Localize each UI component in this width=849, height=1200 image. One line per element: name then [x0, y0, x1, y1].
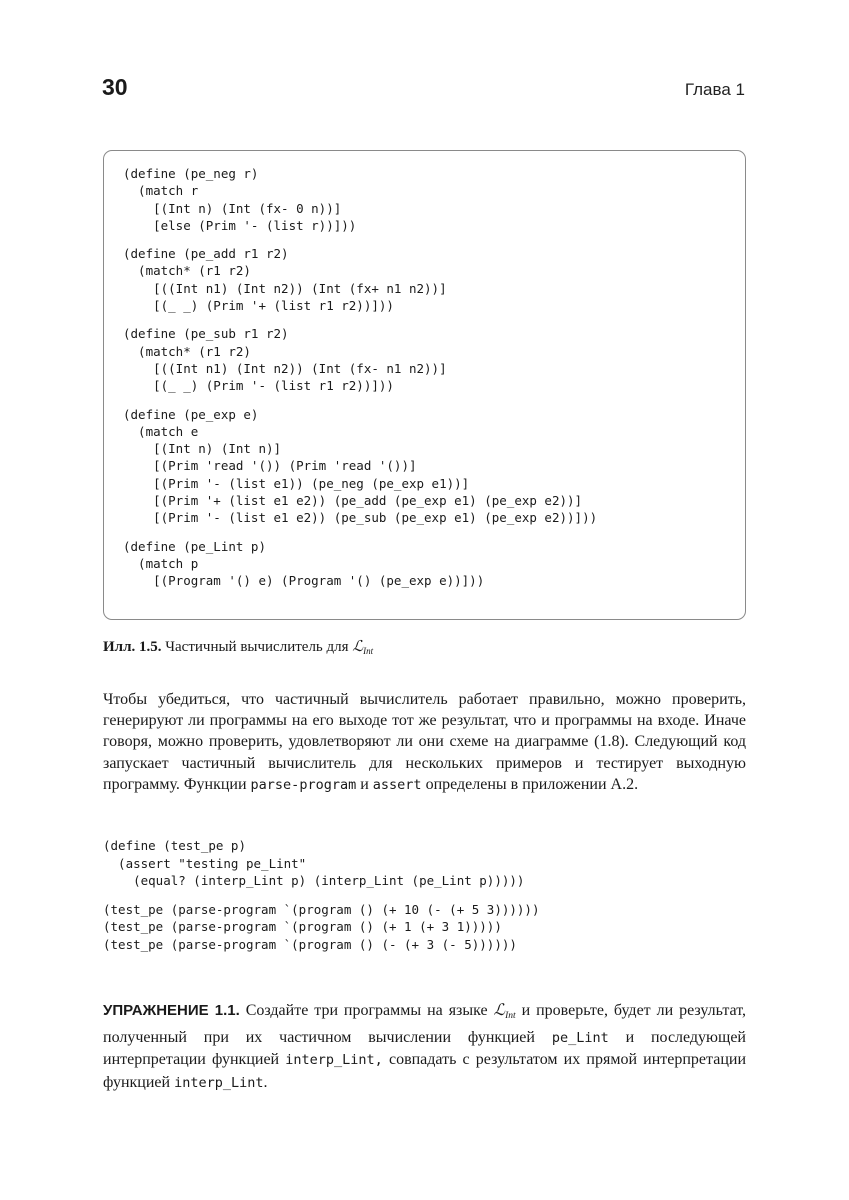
code-line: [(Prim '- (list e1 e2)) (pe_sub (pe_exp e1) (pe_exp e2))])): [123, 510, 598, 526]
page-number: 30: [102, 74, 128, 100]
code-group-gap: [123, 395, 745, 406]
code-line: [(Prim 'read '()) (Prim 'read '())]: [123, 458, 417, 474]
caption-text: Частичный вычислитель для: [161, 639, 353, 655]
caption-lang-symbol: ℒ: [352, 639, 364, 655]
inline-code-parse-program: parse-program: [250, 776, 357, 793]
code-group-gap: [123, 234, 745, 245]
paragraph-text: определены в приложении А.2.: [421, 775, 639, 793]
code-line: (define (pe_neg r): [123, 166, 259, 181]
caption-label: Илл. 1.5.: [103, 639, 162, 655]
code-line: [(_ _) (Prim '+ (list r1 r2))])): [123, 298, 394, 314]
inline-code-interp-lint: interp_Lint,: [285, 1052, 383, 1069]
code-line: (assert "testing pe_Lint": [103, 855, 307, 871]
exercise-text: .: [263, 1073, 268, 1091]
code-line: (define (test_pe p): [103, 838, 246, 853]
code-line: [(Int n) (Int n)]: [123, 441, 282, 457]
caption-lang-subscript: Int: [363, 646, 374, 656]
exercise-paragraph: [103, 1000, 746, 1094]
exercise-text: совпадать с результатом их прямой интерпретации функцией: [103, 1051, 747, 1091]
code-line: (equal? (interp_Lint p) (interp_Lint (pe_Lint p))))): [103, 873, 525, 889]
code-line: (match* (r1 r2): [123, 263, 251, 279]
code-line: (test_pe (parse-program `(program () (+ 10 (- (+ 5 3)))))): [103, 901, 540, 917]
code-line: [(Program '() e) (Program '() (pe_exp e))])): [123, 573, 485, 589]
code-figure-box: [103, 150, 746, 620]
code-line: [(Prim '+ (list e1 e2)) (pe_add (pe_exp e1) (pe_exp e2))]: [123, 493, 583, 509]
code-group-gap: [123, 527, 745, 538]
exercise-text: и последующей интерпретации функцией: [103, 1029, 746, 1069]
code-line: [(Prim '- (list e1)) (pe_neg (pe_exp e1))]: [123, 475, 470, 491]
exercise-text: и проверьте, будет ли результат, полученный при их частичном вычислении функцией: [103, 1002, 747, 1047]
code-group-gap: [103, 890, 540, 901]
inline-code-pe-lint: pe_Lint: [551, 1030, 609, 1047]
exercise-label: УПРАЖНЕНИЕ 1.1.: [103, 1002, 240, 1019]
figure-caption: [103, 637, 373, 656]
code-line: [else (Prim '- (list r))])): [123, 217, 357, 233]
inline-code-interp-lint: interp_Lint: [174, 1074, 264, 1091]
paragraph-text: Чтобы убедиться, что частичный вычислитель работает правильно, можно проверить, генерируют ли программы на его выходе тот же результат, что и программы на входе. Иначе говоря, можно проверить, удовлетворяют ли они схеме на диаграмме (1.8). Следующий код запускает частичный вычислитель для нескольких примеров и тестирует выходную программу. Функции: [103, 691, 746, 793]
exercise-lang-symbol: ℒ: [493, 1002, 506, 1019]
test-code-block: [103, 837, 540, 954]
code-line: [((Int n1) (Int n2)) (Int (fx+ n1 n2))]: [123, 280, 447, 296]
exercise-lang-subscript: Int: [505, 1011, 516, 1021]
code-line: (match e: [123, 423, 199, 439]
paragraph-text: и: [356, 775, 373, 793]
body-paragraph: [103, 689, 746, 796]
code-line: [(_ _) (Prim '- (list r1 r2))])): [123, 378, 394, 394]
code-group-gap: [123, 314, 745, 325]
code-line: (define (pe_sub r1 r2): [123, 326, 289, 342]
code-line: (match p: [123, 555, 199, 571]
code-line: (define (pe_Lint p): [123, 538, 266, 554]
code-line: [(Int n) (Int (fx- 0 n))]: [123, 200, 342, 216]
code-line: (define (pe_exp e): [123, 406, 259, 422]
code-line: (match* (r1 r2): [123, 343, 251, 359]
code-line: (test_pe (parse-program `(program () (+ 1 (+ 3 1))))): [103, 919, 502, 935]
code-line: (define (pe_add r1 r2): [123, 246, 289, 262]
code-line: (match r: [123, 183, 199, 199]
chapter-label: Глава 1: [684, 80, 745, 99]
code-line: (test_pe (parse-program `(program () (- (+ 3 (- 5)))))): [103, 936, 517, 952]
exercise-text: Создайте три программы на языке: [239, 1002, 494, 1019]
inline-code-assert: assert: [372, 776, 422, 793]
code-line: [((Int n1) (Int n2)) (Int (fx- n1 n2))]: [123, 360, 447, 376]
